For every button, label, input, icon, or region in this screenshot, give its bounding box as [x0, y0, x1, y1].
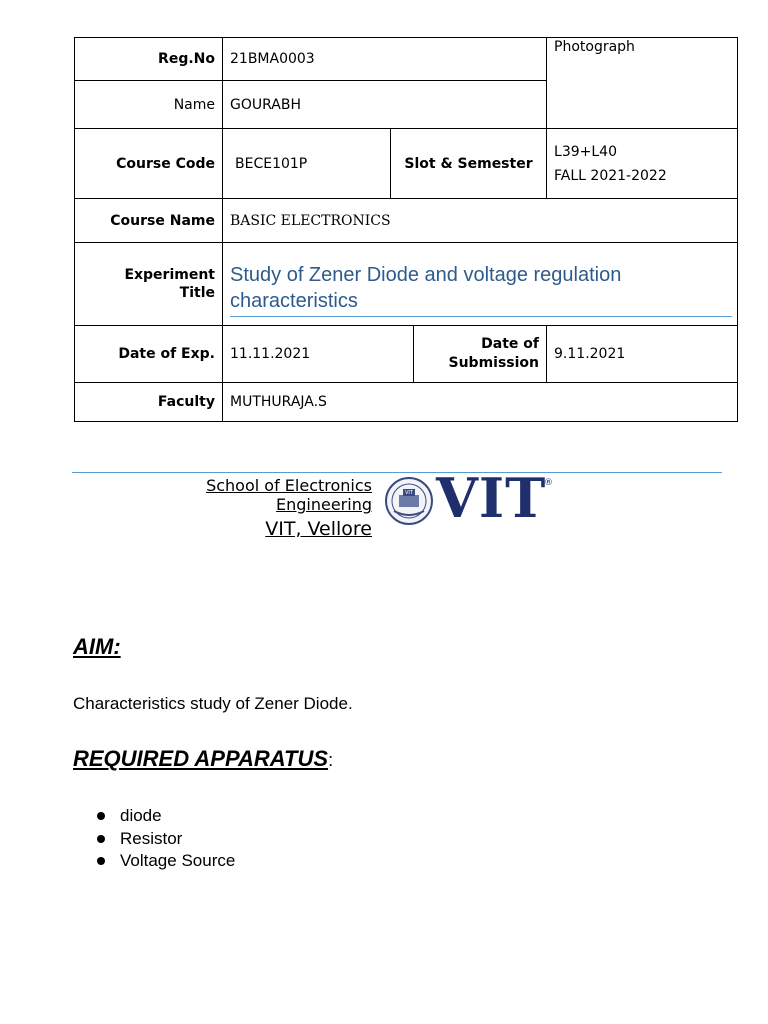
- experiment-label-line1: Experiment: [124, 267, 215, 283]
- course-code-value: BECE101P: [223, 129, 391, 199]
- aim-text: Characteristics study of Zener Diode.: [73, 694, 353, 713]
- apparatus-item: diode: [120, 806, 162, 825]
- course-name-label: Course Name: [75, 199, 223, 243]
- registered-mark: ®: [544, 478, 553, 488]
- experiment-title-label: [75, 243, 223, 326]
- experiment-label-line2: Title: [179, 285, 215, 301]
- date-sub-label-line2: Submission: [448, 355, 540, 371]
- reg-no-value: 21BMA0003: [223, 38, 547, 81]
- date-of-exp-label: Date of Exp.: [75, 326, 223, 383]
- name-label: Name: [75, 81, 223, 129]
- slot-semester-label: Slot & Semester: [391, 129, 547, 199]
- name-value: GOURABH: [223, 81, 547, 129]
- semester-value: FALL 2021-2022: [554, 167, 667, 184]
- date-of-submission-label: [414, 326, 547, 383]
- list-item: [96, 850, 235, 873]
- apparatus-heading-text: REQUIRED APPARATUS: [73, 746, 329, 771]
- date-sub-label-line1: Date of: [481, 336, 540, 352]
- reg-no-label: Reg.No: [75, 38, 223, 81]
- apparatus-item: Voltage Source: [120, 851, 236, 870]
- svg-text:VIT: VIT: [405, 490, 413, 496]
- experiment-info-table: [74, 37, 738, 422]
- course-name-value: BASIC ELECTRONICS: [223, 199, 738, 243]
- apparatus-item: Resistor: [120, 828, 183, 848]
- school-heading: [150, 476, 372, 542]
- list-item: [96, 805, 235, 828]
- apparatus-list: [96, 805, 235, 873]
- vit-logo: VIT: [436, 466, 547, 530]
- slot-value: L39+L40: [554, 143, 617, 160]
- experiment-title-value: Study of Zener Diode and voltage regulation characteristics: [230, 262, 732, 317]
- apparatus-heading-colon: :: [328, 750, 334, 770]
- course-code-label: Course Code: [75, 129, 223, 199]
- apparatus-heading: [73, 746, 333, 772]
- faculty-value: MUTHURAJA.S: [223, 383, 738, 422]
- photograph-cell: [547, 38, 738, 129]
- date-of-exp-value: 11.11.2021: [223, 326, 414, 383]
- school-location: VIT, Vellore: [265, 518, 372, 540]
- bullet-icon: [97, 857, 105, 865]
- date-of-submission-value: 9.11.2021: [547, 326, 738, 383]
- school-line2: Engineering: [276, 495, 372, 514]
- faculty-label: Faculty: [75, 383, 223, 422]
- photograph-label: Photograph: [554, 39, 635, 55]
- bullet-icon: [97, 812, 105, 820]
- experiment-title-cell: [223, 243, 738, 326]
- vit-seal-icon: [384, 475, 434, 527]
- school-line1: School of Electronics: [206, 476, 372, 495]
- header-divider: [72, 472, 722, 473]
- list-item: [96, 828, 235, 851]
- aim-heading: AIM:: [73, 634, 121, 659]
- slot-semester-cell: [547, 129, 738, 199]
- bullet-icon: [97, 835, 105, 843]
